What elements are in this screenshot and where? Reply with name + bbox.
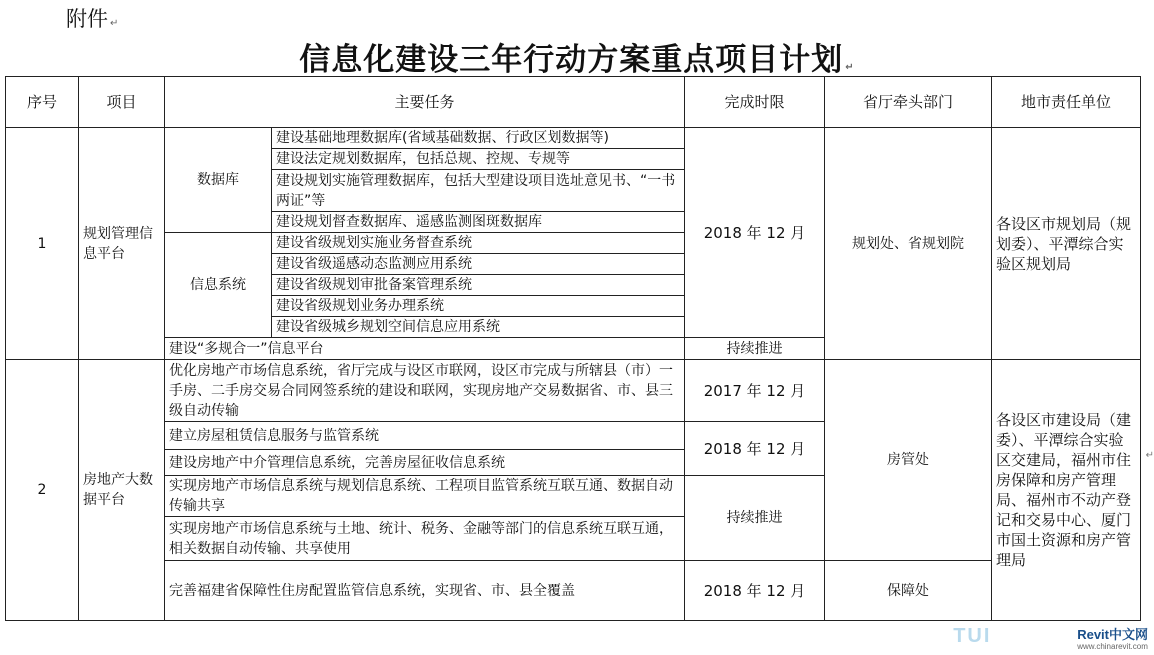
watermark-logo: TUI: [953, 625, 992, 647]
task-cell: 建设规划督查数据库、遥感监测图斑数据库: [272, 212, 685, 233]
col-header-tasks: 主要任务: [165, 77, 685, 128]
task-cell: 实现房地产市场信息系统与土地、统计、税务、金融等部门的信息系统互联互通，相关数据自动传输、共享使用: [165, 517, 685, 561]
task-cell: 建设规划实施管理数据库，包括大型建设项目选址意见书、“一书两证”等: [272, 170, 685, 212]
city-unit-cell: 各设区市规划局（规划委）、平潭综合实验区规划局: [992, 128, 1141, 360]
watermark-url: www.chinarevit.com: [1077, 641, 1148, 651]
deadline-cell: 2017 年 12 月: [685, 360, 825, 422]
group-label: 信息系统: [165, 233, 272, 338]
watermark: [953, 625, 1148, 653]
dept-cell: 保障处: [825, 561, 992, 621]
task-cell: 实现房地产市场信息系统与规划信息系统、工程项目监管系统互联互通、数据自动传输共享: [165, 476, 685, 517]
col-header-dept: 省厅牵头部门: [825, 77, 992, 128]
dept-cell: 房管处: [825, 360, 992, 561]
city-unit-cell: 各设区市建设局（建委）、平潭综合实验区交建局，福州市住房保障和房产管理局、福州市不动产登记和交易中心、厦门市国土资源和房产管理局: [992, 360, 1141, 621]
table-row: [6, 360, 1141, 422]
task-cell: 建设省级规划实施业务督查系统: [272, 233, 685, 254]
task-cell: 建立房屋租赁信息服务与监管系统: [165, 422, 685, 450]
deadline-cell: 持续推进: [685, 338, 825, 360]
task-cell: 建设房地产中介管理信息系统，完善房屋征收信息系统: [165, 450, 685, 476]
dept-cell: 规划处、省规划院: [825, 128, 992, 360]
task-cell: 完善福建省保障性住房配置监管信息系统，实现省、市、县全覆盖: [165, 561, 685, 621]
table-row: [6, 128, 1141, 149]
task-cell: 建设省级规划审批备案管理系统: [272, 275, 685, 296]
deadline-cell: 2018 年 12 月: [685, 128, 825, 338]
deadline-cell: 2018 年 12 月: [685, 561, 825, 621]
task-cell: 建设“多规合一”信息平台: [165, 338, 685, 360]
project-plan-table: [5, 76, 1141, 621]
col-header-project: 项目: [79, 77, 165, 128]
task-cell: 优化房地产市场信息系统，省厅完成与设区市联网，设区市完成与所辖县（市）一手房、二手房交易合同网签系统的建设和联网，实现房地产交易数据省、市、县三级自动传输: [165, 360, 685, 422]
watermark-brand: Revit中文网: [1077, 626, 1148, 642]
project-no: 1: [6, 128, 79, 360]
col-header-deadline: 完成时限: [685, 77, 825, 128]
paragraph-mark: ↵: [1145, 450, 1154, 461]
table-row: [6, 561, 1141, 621]
project-no: 2: [6, 360, 79, 621]
task-cell: 建设省级遥感动态监测应用系统: [272, 254, 685, 275]
deadline-cell: 2018 年 12 月: [685, 422, 825, 476]
deadline-cell: 持续推进: [685, 476, 825, 561]
task-cell: 建设法定规划数据库，包括总规、控规、专规等: [272, 149, 685, 170]
task-cell: 建设省级城乡规划空间信息应用系统: [272, 317, 685, 338]
attachment-label: 附件 ↵: [66, 7, 119, 31]
col-header-city: 地市责任单位: [992, 77, 1141, 128]
group-label: 数据库: [165, 128, 272, 233]
task-cell: 建设基础地理数据库(省域基础数据、行政区划数据等): [272, 128, 685, 149]
table-header-row: [6, 77, 1141, 128]
project-name: 房地产大数据平台: [79, 360, 165, 621]
project-name: 规划管理信息平台: [79, 128, 165, 360]
task-cell: 建设省级规划业务办理系统: [272, 296, 685, 317]
page-title: 信息化建设三年行动方案重点项目计划 ↵: [299, 42, 855, 78]
col-header-no: 序号: [6, 77, 79, 128]
